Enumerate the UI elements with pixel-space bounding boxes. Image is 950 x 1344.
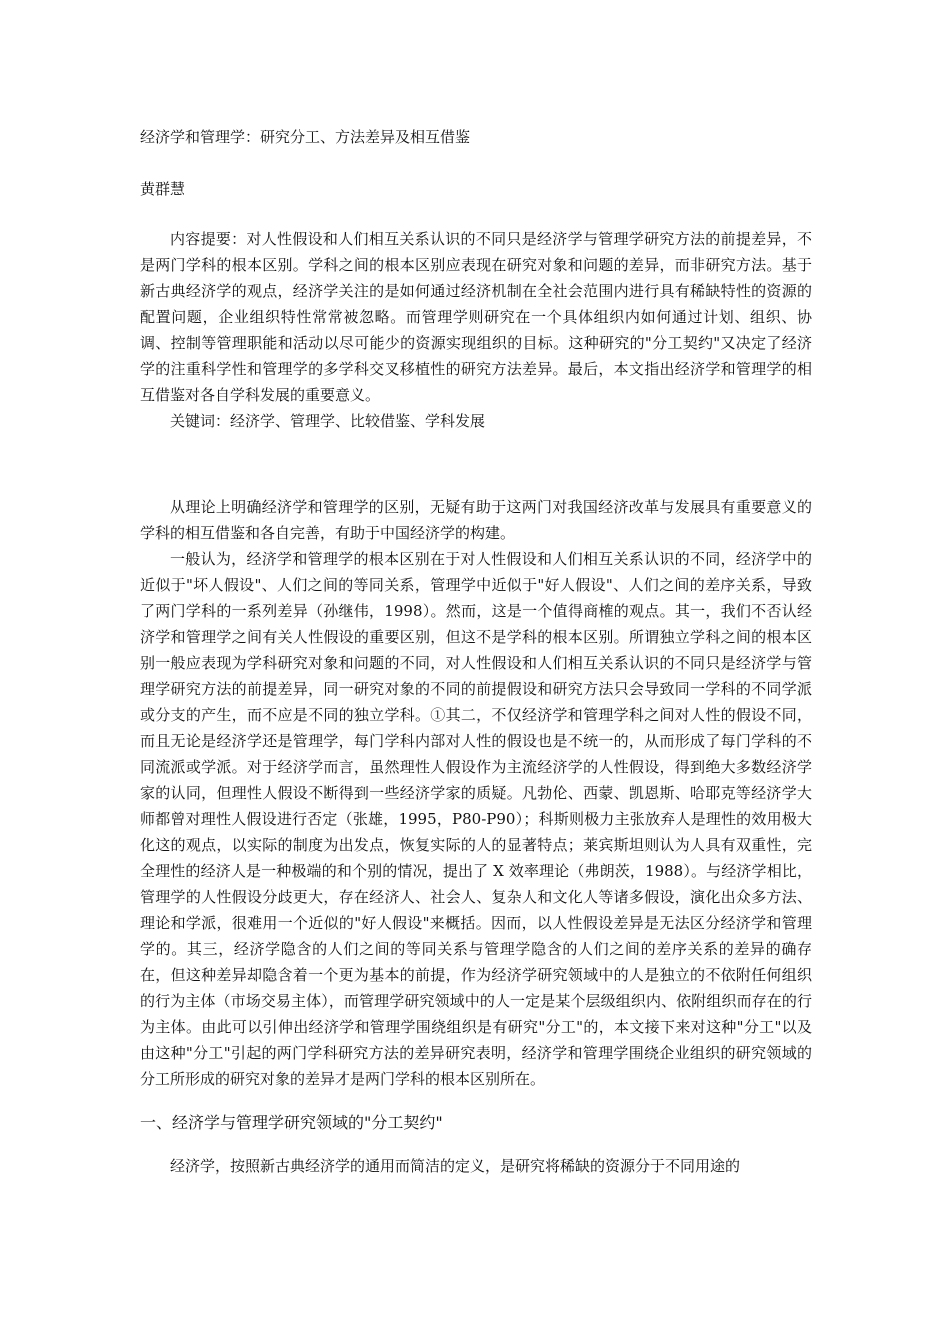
- abstract-paragraph: 内容提要：对人性假设和人们相互关系认识的不同只是经济学与管理学研究方法的前提差异，不是两门学科的根本区别。学科之间的根本区别应表现在研究对象和问题的差异，而非研究方法。基于新古典经济学的观点，经济学关注的是如何通过经济机制在全社会范围内进行具有稀缺特性的资源的配置问题，企业组织特性常常被忽略。而管理学则研究在一个具体组织内如何通过计划、组织、协调、控制等管理职能和活动以尽可能少的资源实现组织的目标。这种研究的"分工契约"又决定了经济学的注重科学性和管理学的多学科交叉移植性的研究方法差异。最后，本文指出经济学和管理学的相互借鉴对各自学科发展的重要意义。: [140, 230, 812, 404]
- section-heading: 一、经济学与管理学研究领域的"分工契约": [140, 1113, 443, 1132]
- body-paragraph: 一般认为，经济学和管理学的根本区别在于对人性假设和人们相互关系认识的不同，经济学中的近似于"坏人假设"、人们之间的等同关系，管理学中近似于"好人假设"、人们之间的差序关系，导致了两门学科的一系列差异（孙继伟，1998）。然而，这是一个值得商榷的观点。其一，我们不否认经济学和管理学之间有关人性假设的重要区别，但这不是学科的根本区别。所谓独立学科之间的根本区别一般应表现为学科研究对象和问题的不同，对人性假设和人们相互关系认识的不同只是经济学与管理学研究方法的前提差异，同一研究对象的不同的前提假设和研究方法只会导致同一学科的不同学派或分支的产生，而不应是不同的独立学科。①其二，不仅经济学和管理学科之间对人性的假设不同，而且无论是经济学还是管理学，每门学科内部对人性的假设也是不统一的，从而形成了每门学科的不同流派或学派。对于经济学而言，虽然理性人假设作为主流经济学的人性假设，得到绝大多数经济学家的认同，但理性人假设不断得到一些经济学家的质疑。凡勃伦、西蒙、凯恩斯、哈耶克等经济学大师都曾对理性人假设进行否定（张雄，1995，P80-P90）；科斯则极力主张放弃人是理性的效用极大化这的观点，以实际的制度为出发点，恢复实际的人的显著特点；莱宾斯坦则认为人具有双重性，完全理性的经济人是一种极端的和个别的情况，提出了 X 效率理论（弗朗茨，1988）。与经济学相比，管理学的人性假设分歧更大，存在经济人、社会人、复杂人和文化人等诸多假设，演化出众多方法、理论和学派，很难用一个近似的"好人假设"来概括。因而，以人性假设差异是无法区分经济学和管理学的。其三，经济学隐含的人们之间的等同关系与管理学隐含的人们之间的差序关系的差异的确存在，但这种差异却隐含着一个更为基本的前提，作为经济学研究领域中的人是独立的不依附任何组织的行为主体（市场交易主体），而管理学研究领域中的人一定是某个层级组织内、依附组织而存在的行为主体。由此可以引伸出经济学和管理学围绕组织是有研究"分工"的，本文接下来对这种"分工"以及由这种"分工"引起的两门学科研究方法的差异研究表明，经济学和管理学围绕企业组织的研究领域的分工所形成的研究对象的差异才是两门学科的根本区别所在。: [140, 550, 812, 1088]
- author-name: 黄群慧: [140, 180, 186, 198]
- document-page: [140, 124, 812, 1179]
- keywords-line: 关键词：经济学、管理学、比较借鉴、学科发展: [170, 412, 486, 430]
- body-paragraph: 经济学，按照新古典经济学的通用而简洁的定义，是研究将稀缺的资源分于不同用途的: [170, 1157, 741, 1175]
- document-title: 经济学和管理学：研究分工、方法差异及相互借鉴: [140, 128, 471, 146]
- body-paragraph: 从理论上明确经济学和管理学的区别，无疑有助于这两门对我国经济改革与发展具有重要意义的学科的相互借鉴和各自完善，有助于中国经济学的构建。: [140, 498, 812, 542]
